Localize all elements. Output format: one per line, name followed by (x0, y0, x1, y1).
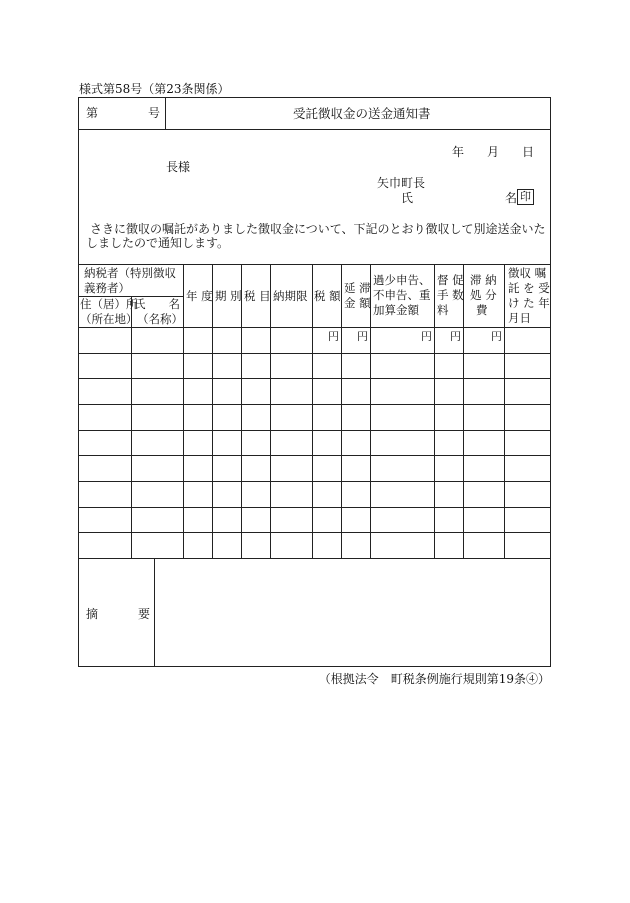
divider (78, 129, 551, 130)
disposition-header: 滞 納 (470, 273, 497, 287)
body-text-line-2: しましたので通知します。 (86, 236, 230, 250)
table-top (78, 264, 551, 265)
divider (165, 97, 166, 129)
demand-fee-header-2: 手 数 (437, 288, 464, 302)
table-row (78, 430, 551, 431)
table-row (78, 353, 551, 354)
number-prefix: 第 (86, 106, 99, 120)
yen-unit: 円 (450, 330, 461, 343)
tax-amount-header: 税 額 (314, 289, 341, 303)
taxpayer-label: 納税者（特別徴収 (84, 266, 176, 280)
remarks-label: 摘 (86, 607, 99, 621)
deadline-header: 納期限 (273, 289, 308, 303)
entrust-date-header: 徴収 嘱 (508, 266, 547, 280)
sender-name-label: 氏 (401, 191, 414, 205)
tax-item-header: 税 目 (244, 289, 271, 303)
delinquency-header: 延 滞 (344, 281, 371, 295)
demand-fee-header: 督 促 (437, 273, 464, 287)
name-header: 氏 名 (134, 297, 180, 311)
sender-name-label-2: 名 (505, 191, 518, 205)
penalty-header-2: 不申告、重 (373, 288, 431, 302)
date-year: 年 (452, 145, 465, 159)
yen-unit: 円 (421, 330, 432, 343)
col-line (434, 264, 435, 558)
seal-stamp-box: 印 (517, 189, 534, 205)
col-line (270, 264, 271, 558)
yen-unit: 円 (357, 330, 368, 343)
address-header: 住（居）所 (80, 297, 138, 311)
yen-unit: 円 (491, 330, 502, 343)
col-line (241, 264, 242, 558)
entrust-date-header-4: 月日 (508, 311, 531, 325)
legal-basis-note: （根拠法令 町税条例施行規則第19条④） (318, 672, 550, 686)
date-month: 月 (487, 145, 500, 159)
table-row (78, 378, 551, 379)
col-line (212, 264, 213, 558)
col-line (463, 264, 464, 558)
entrust-date-header-3: け た 年 (508, 296, 550, 310)
disposition-header-2: 処 分 (470, 288, 497, 302)
body-text-line-1: さきに徴収の嘱託がありました徴収金について、下記のとおり徴収して別途送金いた (90, 222, 546, 236)
demand-fee-header-3: 料 (437, 303, 449, 317)
col-line (312, 264, 313, 558)
number-suffix: 号 (148, 106, 161, 120)
remarks-label-2: 要 (138, 607, 151, 621)
period-header: 期 別 (215, 289, 242, 303)
penalty-header-3: 加算金額 (373, 303, 419, 317)
yen-unit: 円 (328, 330, 339, 343)
table-row (78, 404, 551, 405)
table-header-bottom (78, 327, 551, 328)
table-row (78, 481, 551, 482)
sender-title: 矢巾町長 (377, 176, 426, 190)
col-line (131, 296, 132, 558)
entrust-date-header-2: 託 を 受 (508, 281, 550, 295)
table-row (78, 507, 551, 508)
col-line (341, 264, 342, 558)
delinquency-header-2: 金 額 (344, 296, 371, 310)
year-header: 年 度 (186, 289, 213, 303)
col-line (504, 264, 505, 558)
penalty-header: 過少申告、 (373, 273, 431, 287)
addressee: 長様 (166, 160, 191, 174)
taxpayer-label-2: 義務者） (84, 281, 130, 295)
name-header-2: （名称） (137, 312, 183, 326)
address-header-2: （所在地） (80, 312, 138, 326)
table-row (78, 455, 551, 456)
form-title: 受託徴収金の送金通知書 (293, 106, 431, 121)
table-row (78, 532, 551, 533)
form-caption: 様式第58号（第23条関係） (79, 82, 230, 96)
remarks-field[interactable] (155, 559, 550, 666)
date-day: 日 (522, 145, 535, 159)
col-line (183, 264, 184, 558)
disposition-header-3: 費 (476, 303, 488, 317)
